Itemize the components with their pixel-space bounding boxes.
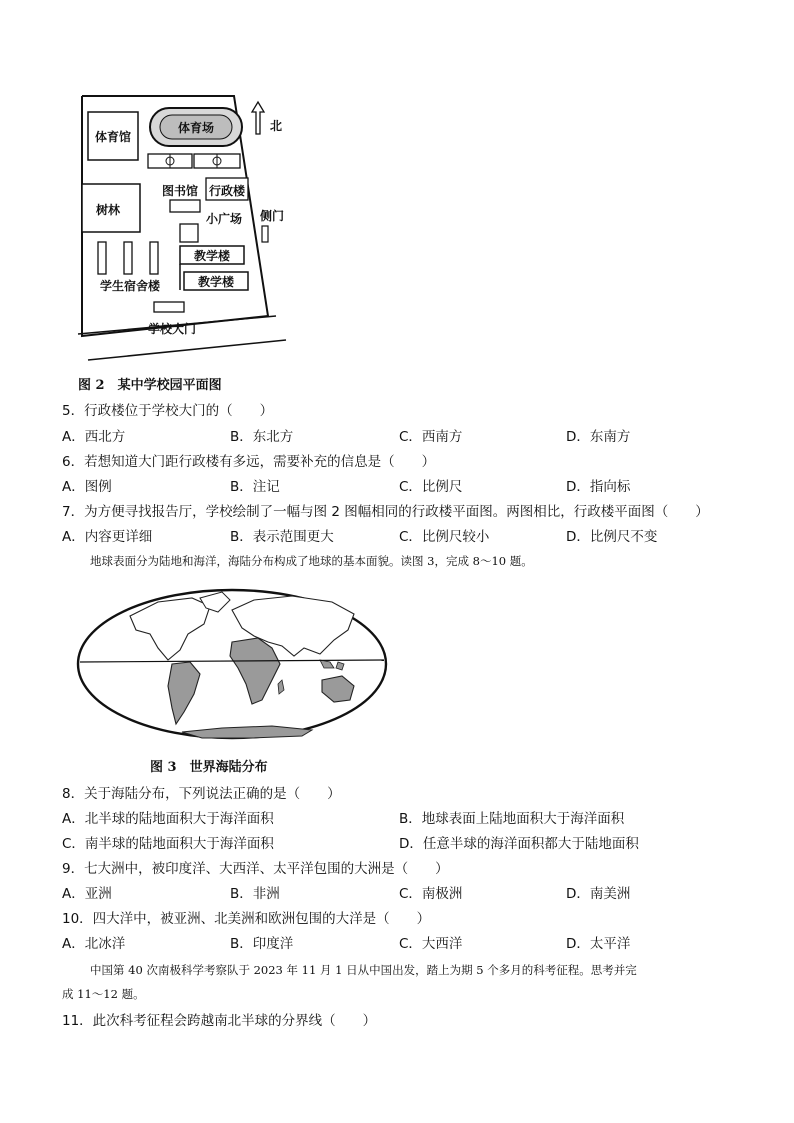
plaza-label: 小广场 <box>205 212 243 226</box>
option-c[interactable]: C．大西洋 <box>399 936 463 952</box>
option-d[interactable]: D．比例尺不变 <box>566 529 658 545</box>
option-a[interactable]: A．亚洲 <box>62 886 112 902</box>
dorm-building <box>124 242 132 274</box>
question-11-stem: 11．此次科考征程会跨越南北半球的分界线（ ） <box>62 1013 377 1029</box>
option-c[interactable]: C．西南方 <box>399 429 463 445</box>
option-d[interactable]: D．任意半球的海洋面积都大于陆地面积 <box>399 836 639 852</box>
north-arrow-icon <box>252 102 264 134</box>
option-c[interactable]: C．比例尺较小 <box>399 529 490 545</box>
woods-label: 树林 <box>95 203 121 217</box>
option-b[interactable]: B．东北方 <box>230 429 294 445</box>
main-gate <box>154 302 184 312</box>
admin-label: 行政楼 <box>208 184 246 198</box>
option-b[interactable]: B．表示范围更大 <box>230 529 334 545</box>
question-6-stem: 6．若想知道大门距行政楼有多远，需要补充的信息是（ ） <box>62 454 436 470</box>
question-7-stem: 7．为方便寻找报告厅，学校绘制了一幅与图 2 图幅相同的行政楼平面图。两图相比，行政楼平面图（ ） <box>62 504 709 520</box>
dorm-label: 学生宿舍楼 <box>99 279 161 293</box>
small-building <box>180 224 198 242</box>
intro-text-line1: 中国第 40 次南极科学考察队于 2023 年 11 月 1 日从中国出发，踏上为期 5 个多月的科考征程。思考并完 <box>90 963 637 977</box>
option-c[interactable]: C．比例尺 <box>399 479 463 495</box>
island-shape <box>336 662 344 670</box>
option-b[interactable]: B．非洲 <box>230 886 280 902</box>
world-map <box>72 576 392 756</box>
main-gate-label: 学校大门 <box>147 322 197 336</box>
question-9-stem: 9．七大洲中，被印度洋、大西洋、太平洋包围的大洲是（ ） <box>62 861 449 877</box>
option-b[interactable]: B．注记 <box>230 479 280 495</box>
option-a[interactable]: A．内容更详细 <box>62 529 153 545</box>
question-10-stem: 10．四大洋中，被亚洲、北美洲和欧洲包围的大洋是（ ） <box>62 911 431 927</box>
gym-label: 体育馆 <box>94 130 132 144</box>
teaching2-label: 教学楼 <box>197 275 235 289</box>
dorm-building <box>150 242 158 274</box>
option-d[interactable]: D．南美洲 <box>566 886 631 902</box>
question-8-stem: 8．关于海陆分布，下列说法正确的是（ ） <box>62 786 341 802</box>
option-d[interactable]: D．太平洋 <box>566 936 631 952</box>
figure2-caption: 图 2 某中学校园平面图 <box>78 378 222 393</box>
figure3-caption: 图 3 世界海陆分布 <box>150 760 268 775</box>
question-5-stem: 5．行政楼位于学校大门的（ ） <box>62 403 274 419</box>
teaching1-label: 教学楼 <box>193 249 231 263</box>
option-b[interactable]: B．地球表面上陆地面积大于海洋面积 <box>399 811 625 827</box>
north-label: 北 <box>270 119 283 133</box>
option-a[interactable]: A．北冰洋 <box>62 936 126 952</box>
school-map <box>72 90 292 365</box>
option-d[interactable]: D．指向标 <box>566 479 631 495</box>
side-gate <box>262 226 268 242</box>
side-gate-label: 侧门 <box>260 209 285 223</box>
intro-text-line2: 成 11～12 题。 <box>62 987 145 1001</box>
dorm-building <box>98 242 106 274</box>
library-label: 图书馆 <box>161 184 199 198</box>
stadium-label: 体育场 <box>177 121 215 135</box>
option-c[interactable]: C．南半球的陆地面积大于海洋面积 <box>62 836 274 852</box>
library-building <box>170 200 200 212</box>
option-a[interactable]: A．西北方 <box>62 429 126 445</box>
option-a[interactable]: A．北半球的陆地面积大于海洋面积 <box>62 811 274 827</box>
option-a[interactable]: A．图例 <box>62 479 112 495</box>
option-d[interactable]: D．东南方 <box>566 429 631 445</box>
road-line <box>88 340 286 360</box>
intro-paragraph-1 <box>62 549 734 573</box>
option-c[interactable]: C．南极洲 <box>399 886 463 902</box>
intro-text: 地球表面分为陆地和海洋，海陆分布构成了地球的基本面貌。读图 3，完成 8～10 题。 <box>90 554 533 568</box>
option-b[interactable]: B．印度洋 <box>230 936 294 952</box>
intro-paragraph-2 <box>62 958 734 1006</box>
